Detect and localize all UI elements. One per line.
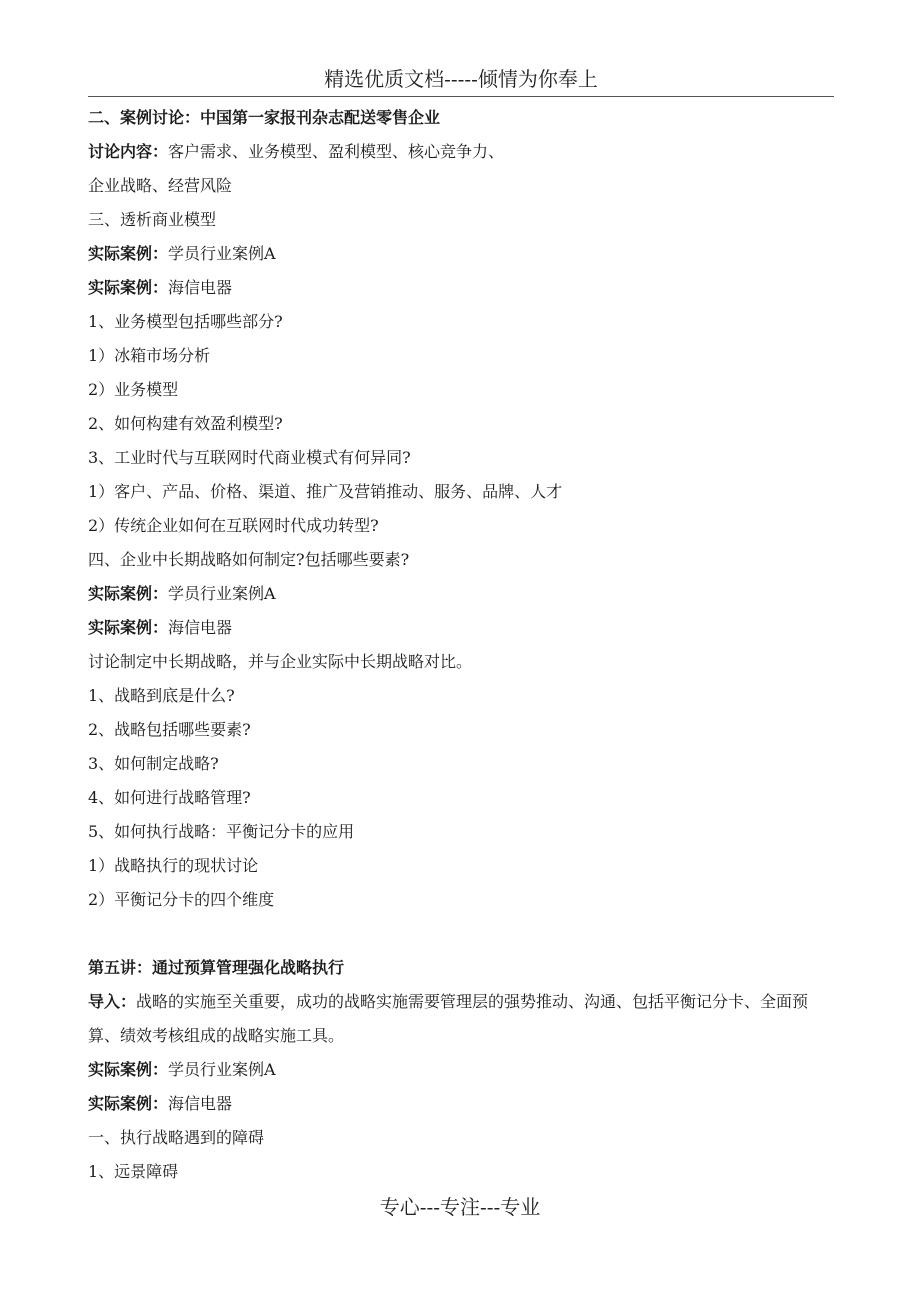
list-item: 1、业务模型包括哪些部分? <box>88 312 283 331</box>
section-spacer <box>88 917 836 951</box>
page-header: 精选优质文档-----倾情为你奉上 <box>88 62 834 97</box>
list-item: 1）冰箱市场分析 <box>88 346 211 365</box>
list-item: 2、战略包括哪些要素? <box>88 720 251 739</box>
list-item: 3、如何制定战略? <box>88 754 219 773</box>
list-item: 2、如何构建有效盈利模型? <box>88 414 283 433</box>
document-body <box>88 101 836 1189</box>
case-line: 实际案例：海信电器 <box>88 278 233 297</box>
paragraph-line: 讨论制定中长期战略，并与企业实际中长期战略对比。 <box>88 652 473 671</box>
section-heading-business-model: 三、透析商业模型 <box>88 210 217 229</box>
page-footer: 专心---专注---专业 <box>379 1195 541 1219</box>
list-item: 1）客户、产品、价格、渠道、推广及营销推动、服务、品牌、人才 <box>88 482 563 501</box>
intro-paragraph: 导入：战略的实施至关重要，成功的战略实施需要管理层的强势推动、沟通、包括平衡记分卡、全面预算、绩效考核组成的战略实施工具。 <box>88 992 809 1045</box>
list-item: 1、战略到底是什么? <box>88 686 235 705</box>
list-item: 一、执行战略遇到的障碍 <box>88 1128 265 1147</box>
list-item: 2）平衡记分卡的四个维度 <box>88 890 275 909</box>
lecture-heading: 第五讲：通过预算管理强化战略执行 <box>88 958 345 977</box>
list-item: 2）业务模型 <box>88 380 179 399</box>
list-item: 5、如何执行战略：平衡记分卡的应用 <box>88 822 355 841</box>
list-item: 2）传统企业如何在互联网时代成功转型? <box>88 516 379 535</box>
list-item: 3、工业时代与互联网时代商业模式有何异同? <box>88 448 411 467</box>
section-heading-strategy: 四、企业中长期战略如何制定?包括哪些要素? <box>88 550 410 569</box>
case-line: 实际案例：海信电器 <box>88 618 233 637</box>
discussion-content-continued: 企业战略、经营风险 <box>88 176 233 195</box>
discussion-content-line: 讨论内容：客户需求、业务模型、盈利模型、核心竞争力、 <box>88 142 505 161</box>
case-line: 实际案例：学员行业案例A <box>88 244 276 263</box>
case-line: 实际案例：学员行业案例A <box>88 1060 276 1079</box>
section-heading-case-discussion: 二、案例讨论：中国第一家报刊杂志配送零售企业 <box>88 108 441 127</box>
case-line: 实际案例：海信电器 <box>88 1094 233 1113</box>
list-item: 1）战略执行的现状讨论 <box>88 856 259 875</box>
case-line: 实际案例：学员行业案例A <box>88 584 276 603</box>
list-item: 1、远景障碍 <box>88 1162 179 1181</box>
list-item: 4、如何进行战略管理? <box>88 788 251 807</box>
